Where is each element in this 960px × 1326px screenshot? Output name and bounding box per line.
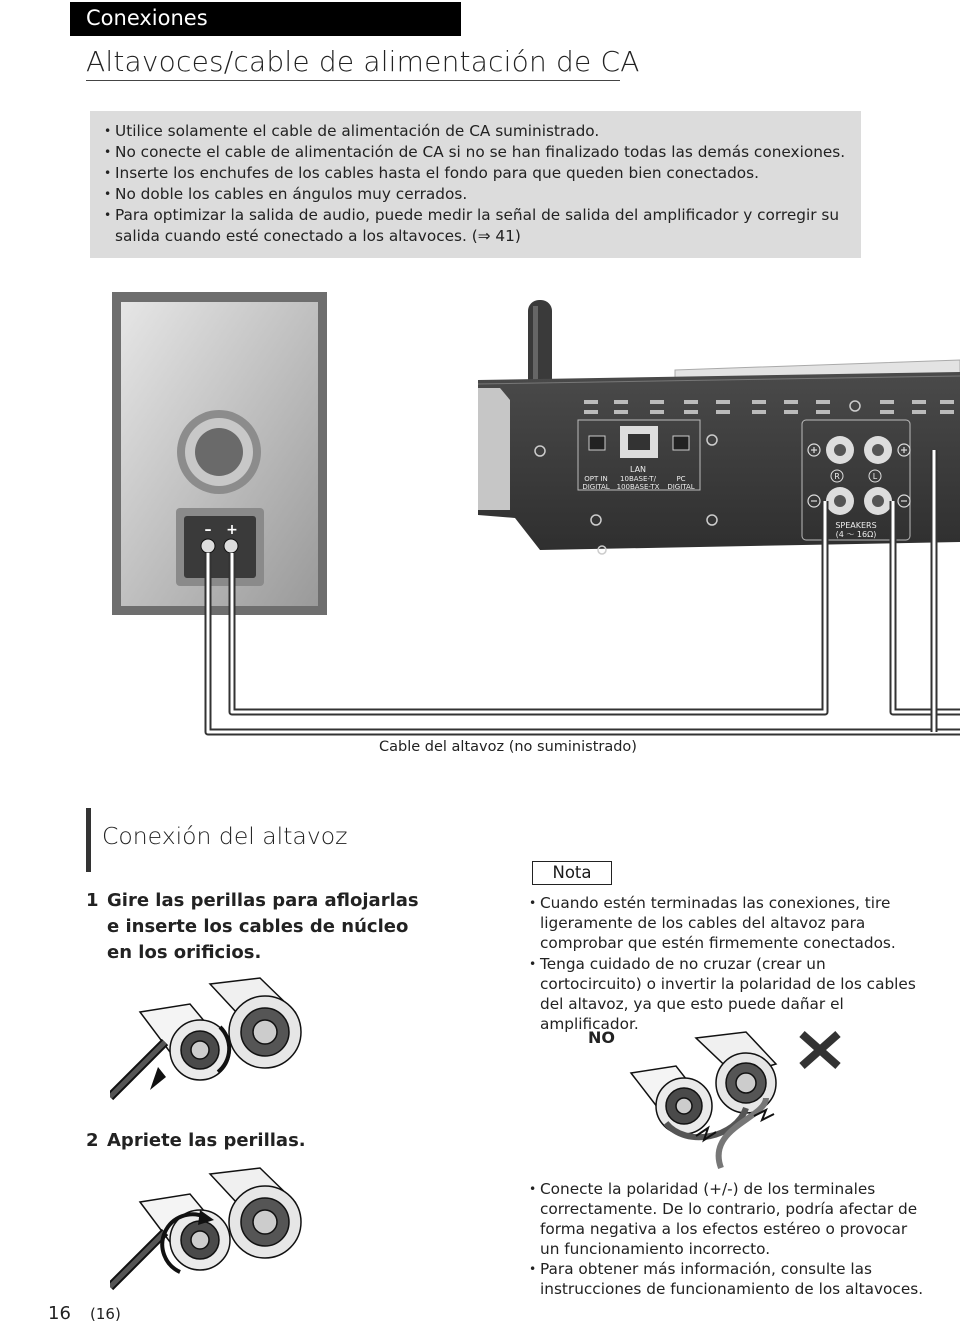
- notice-item: • No doble los cables en ángulos muy cerrados.: [103, 184, 853, 205]
- loosen-knob-illustration: [110, 972, 320, 1102]
- extra-notes-list: [528, 1179, 928, 1299]
- no-label: NO: [588, 1028, 615, 1047]
- optical-port-icon: [589, 436, 605, 450]
- channel-l-label: L: [872, 472, 878, 481]
- nota-label: Nota: [532, 861, 612, 885]
- cable-caption: Cable del altavoz (no suministrado): [379, 739, 637, 755]
- notice-item: • Utilice solamente el cable de alimentación de CA suministrado.: [103, 121, 853, 142]
- subheading-bar: [86, 808, 91, 872]
- page-number: 16: [48, 1303, 71, 1324]
- cross-icon: [798, 1030, 842, 1070]
- step-text: Gire las perillas para aflojarlas e inserte los cables de núcleo en los orificios.: [107, 890, 419, 963]
- usb-port-icon: [673, 436, 689, 450]
- lan-label-1: LAN: [629, 465, 647, 474]
- section-title: Conexiones: [86, 6, 208, 30]
- page-number-sub: (16): [90, 1305, 121, 1323]
- speaker-illustration: [112, 292, 327, 615]
- extra-note-item: • Para obtener más información, consulte las instrucciones de funcionamiento de los altavoces.: [528, 1259, 928, 1299]
- notice-item: • Para optimizar la salida de audio, puede medir la señal de salida del amplificador y corregir su salida cuando esté conectado a los altavoces. (⇒ 41): [103, 205, 853, 247]
- step-1: [86, 888, 456, 966]
- connection-diagram: [0, 280, 960, 780]
- nota-item: • Cuando estén terminadas las conexiones, tire ligeramente de los cables del altavoz para comprobar que estén firmemente conectados.: [528, 893, 918, 953]
- notice-item: • No conecte el cable de alimentación de CA si no se han finalizado todas las demás conexiones.: [103, 142, 853, 163]
- speakers-label-2: (4 ～ 16Ω): [835, 530, 877, 539]
- channel-r-label: R: [834, 472, 840, 481]
- amplifier-rear-panel: [478, 360, 960, 554]
- pc-label-1: PC: [676, 475, 686, 483]
- opt-in-label-2: DIGITAL: [582, 483, 610, 491]
- step-number: 2: [86, 1130, 99, 1151]
- notice-list: [103, 121, 853, 247]
- step-number: 1: [86, 890, 99, 911]
- pc-label-2: DIGITAL: [667, 483, 695, 491]
- lan-label-3: 100BASE-TX: [616, 483, 660, 491]
- title-divider: [86, 80, 620, 81]
- lan-label-2: 10BASE-T/: [620, 475, 656, 483]
- opt-in-label-1: OPT IN: [584, 475, 608, 483]
- terminal-plus-label: +: [226, 522, 238, 538]
- step-2: [86, 1128, 306, 1154]
- section-heading: Conexión del altavoz: [102, 822, 348, 850]
- speakers-label-1: SPEAKERS: [835, 521, 877, 530]
- page-title: Altavoces/cable de alimentación de CA: [86, 45, 640, 78]
- terminal-minus-label: –: [204, 522, 212, 538]
- short-circuit-illustration: [626, 1028, 826, 1173]
- nota-list: [528, 893, 918, 1035]
- step-text: Apriete las perillas.: [107, 1130, 306, 1151]
- extra-note-item: • Conecte la polaridad (+/-) de los terminales correctamente. De lo contrario, podría afectar de forma negativa a los efectos estéreo o provocar un funcionamiento incorrecto.: [528, 1179, 928, 1259]
- insert-arrow-icon: [150, 1067, 166, 1090]
- tighten-knob-illustration: [110, 1162, 320, 1292]
- nota-item: • Tenga cuidado de no cruzar (crear un cortocircuito) o invertir la polaridad de los cables del altavoz, ya que esto puede dañar el amplificador.: [528, 954, 918, 1034]
- speaker-port-icon: [177, 410, 261, 494]
- notice-item: • Inserte los enchufes de los cables hasta el fondo para que queden bien conectados.: [103, 163, 853, 184]
